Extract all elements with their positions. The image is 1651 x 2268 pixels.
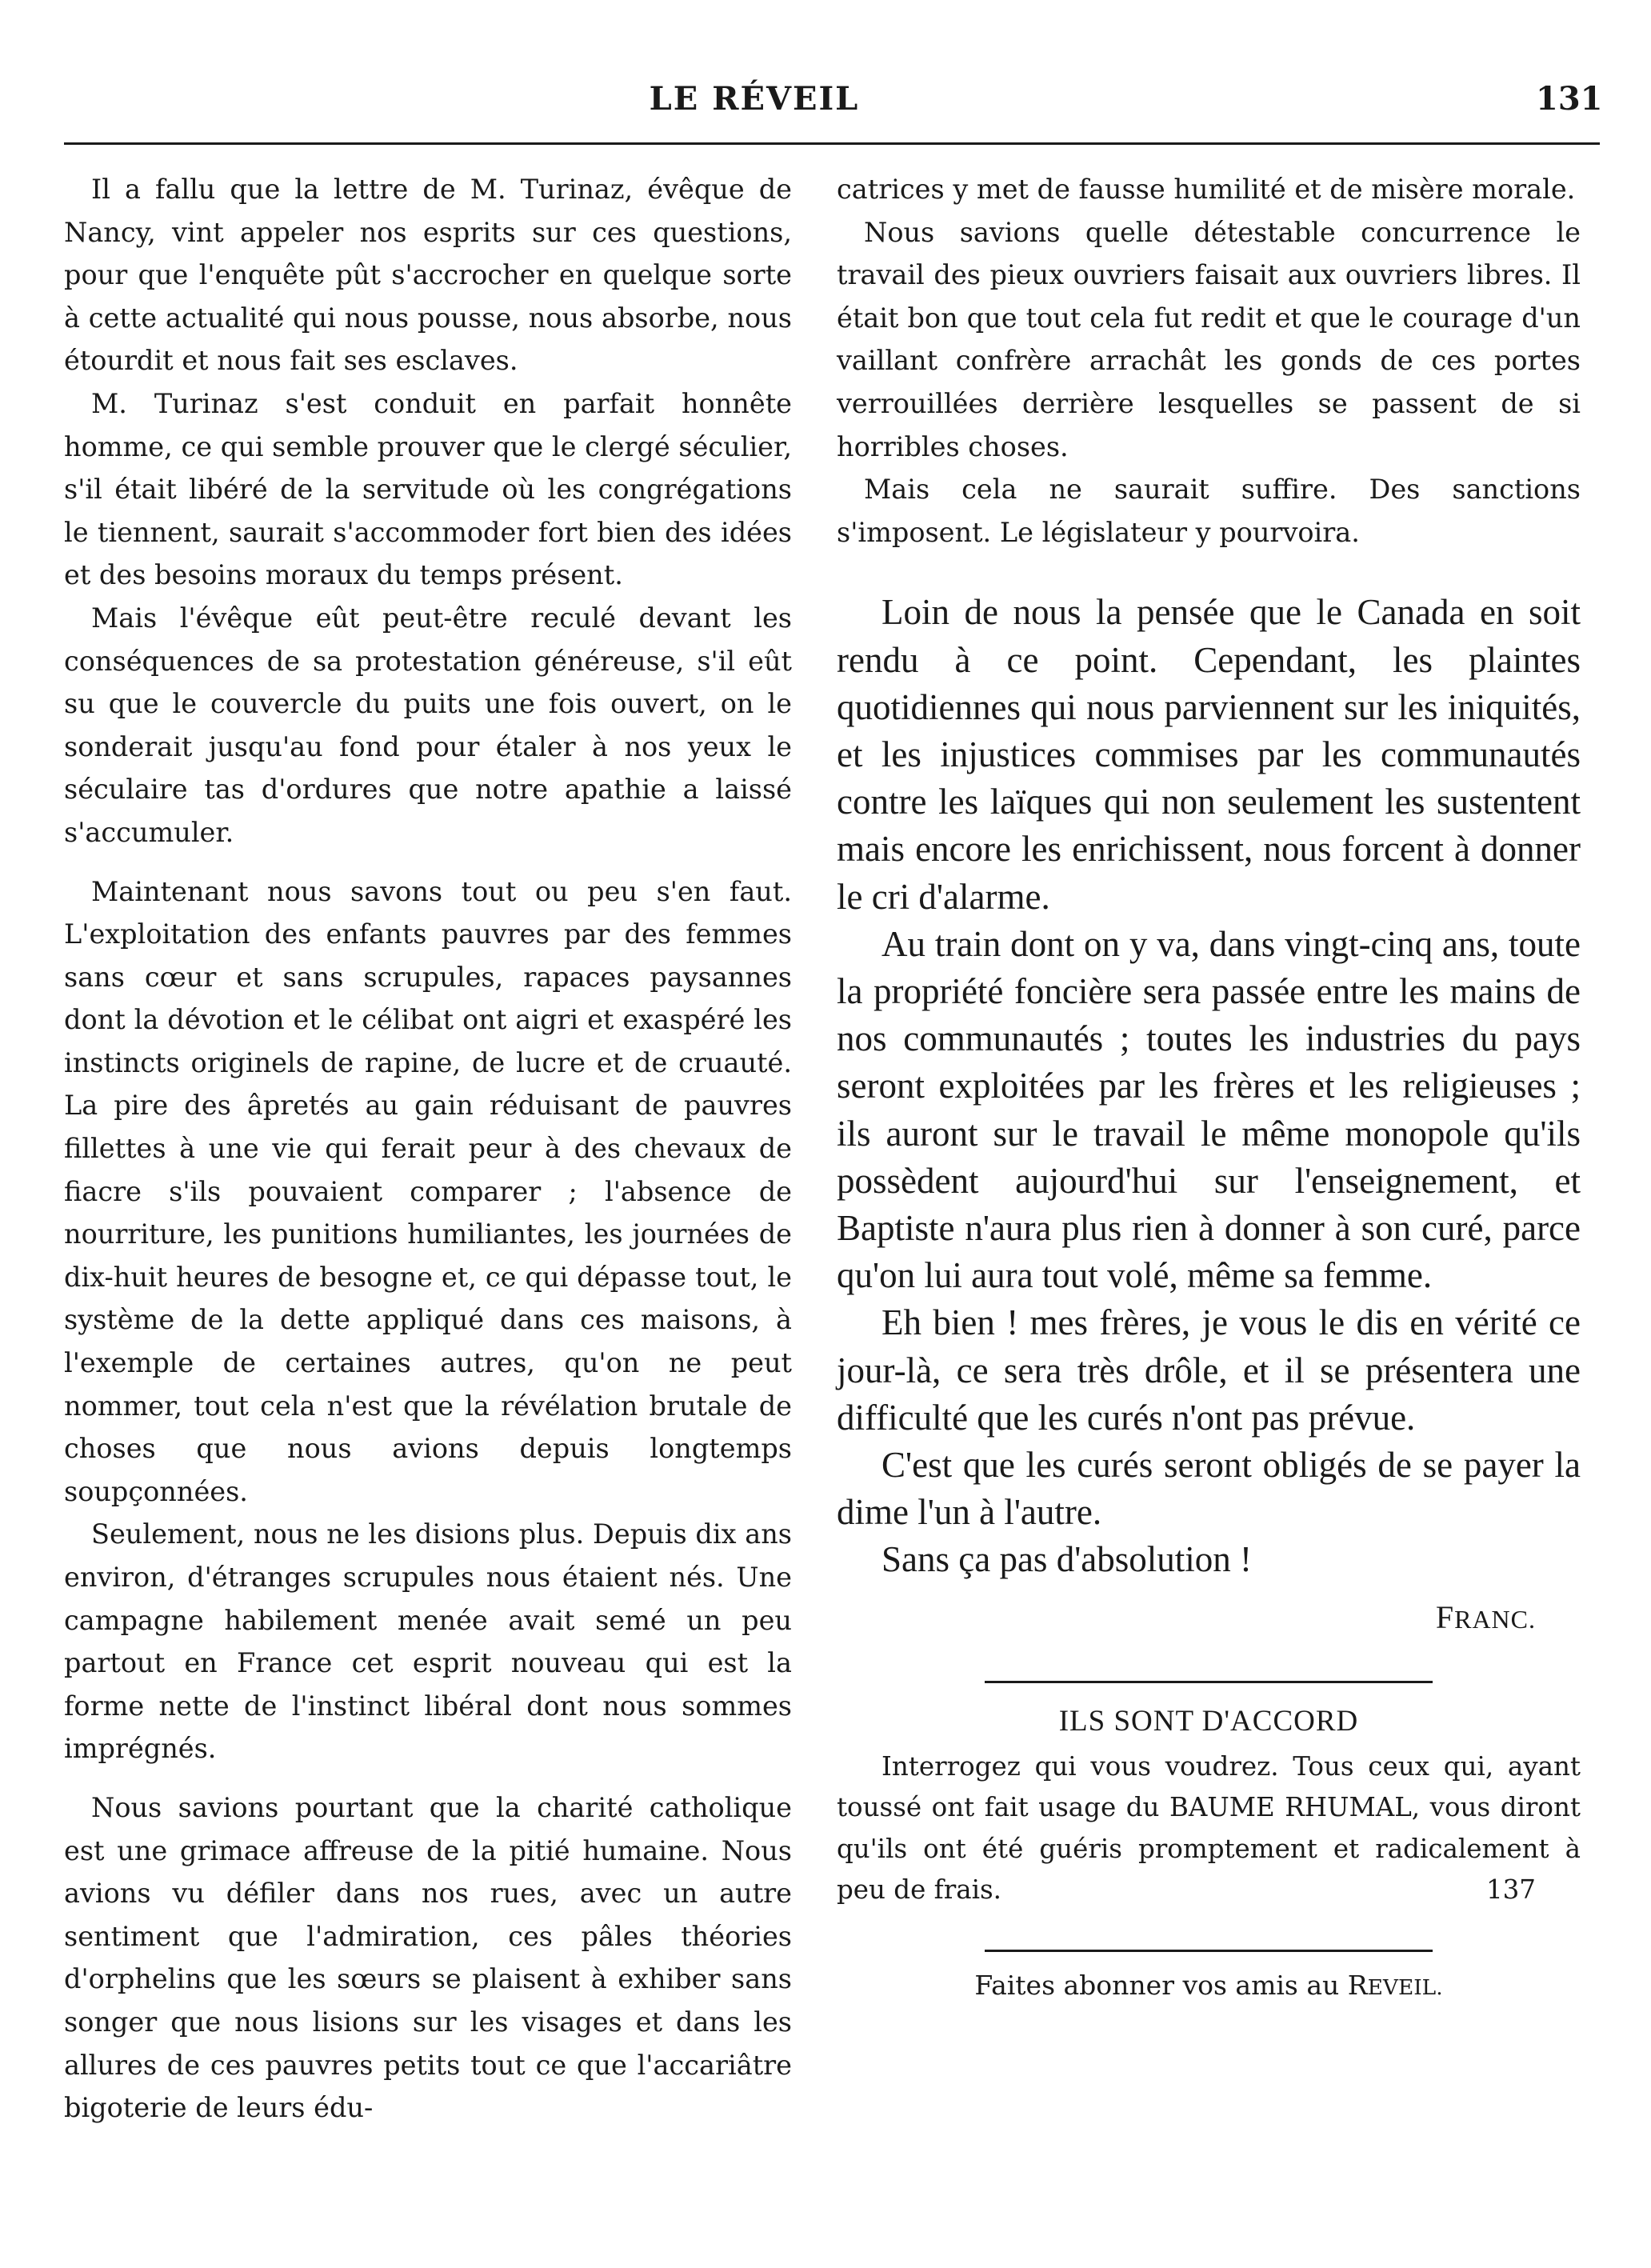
left-paragraph-3: Mais l'évêque eût peut-être reculé devant les conséquences de sa protestation généreuse, s'il eût su que le couvercle du puits une fois ouvert, on le sonderait jusqu'au fond pour étaler à nos yeux le séculaire tas d'ordures que notre apathie a laissé s'accumuler.	[64, 602, 792, 848]
left-paragraph-1: Il a fallu que la lettre de M. Turinaz, évêque de Nancy, vint appeler nos esprits sur ces questions, pour que l'enquête pût s'accrocher en quelque sorte à cette actualité qui nous pousse, nous absorbe, nous étourdit et nous fait ses esclaves.	[64, 174, 792, 377]
left-paragraph-2: M. Turinaz s'est conduit en parfait honnête homme, ce qui semble prouver que le clergé séculier, s'il était libéré de la servitude où les congrégations le tiennent, saurait s'accommoder fort bien des idées et des besoins moraux du temps présent.	[64, 387, 792, 591]
spacer	[837, 554, 1581, 589]
right-continued-paragraph-2: Nous savions quelle détestable concurrence le travail des pieux ouvriers faisait aux ouvriers libres. Il était bon que tout cela fut redit et que le courage d'un vaillant confrère arrachât les gonds de ces portes verrouillées derrière lesquelles se passent de si horribles choses.	[837, 216, 1581, 462]
advertisement-text: Interrogez qui vous voudrez. Tous ceux qui, ayant toussé ont fait usage du BAUME RHUMAL, vous diront qu'ils ont été guéris promptement et radicalement à peu de frais.	[837, 1750, 1581, 1906]
right-column	[837, 168, 1581, 2001]
author-signature	[837, 1598, 1581, 1636]
left-paragraph-4: Maintenant nous savons tout ou peu s'en faut. L'exploitation des enfants pauvres par des femmes sans cœur et sans scrupules, rapaces paysannes dont la dévotion et le célibat ont aigri et exaspéré les instincts originels de rapine, de lucre et de cruauté. La pire des âpretés au gain réduisant de pauvres fillettes à une vie qui ferait peur à des chevaux de fiacre s'ils pouvaient comparer ; l'absence de nourriture, les punitions humiliantes, les journées de dix-huit heures de besogne et, ce qui dépasse tout, le système de la dette appliqué dans ces maisons, à l'exemple de certaines autres, qu'on ne peut nommer, tout cela n'est que la révélation brutale de choses que nous avions depuis longtemps soupçonnées.	[64, 875, 792, 1507]
journal-initial: R	[1347, 1969, 1368, 2001]
large-paragraph-1: Loin de nous la pensée que le Canada en soit rendu à ce point. Cependant, les plaintes quotidiennes qui nous parviennent sur les iniquités, et les injustices commises par les communautés contre les laïques qui non seulement les sustentent mais encore les enrichissent, nous forcent à donner le cri d'alarme.	[837, 592, 1581, 917]
subscription-text: Faites abonner vos amis au	[974, 1969, 1340, 2001]
journal-rest: EVEIL.	[1367, 1974, 1443, 2000]
signature-initial: F	[1435, 1598, 1455, 1635]
subscription-notice	[837, 1970, 1581, 2001]
large-paragraph-5: Sans ça pas d'absolution !	[881, 1539, 1253, 1580]
left-paragraph-5: Seulement, nous ne les disions plus. Depuis dix ans environ, d'étranges scrupules nous étaient nés. Une campagne habilement menée avait semé un peu partout en France cet esprit nouveau qui est la forme nette de l'instinct libéral dont nous sommes imprégnés.	[64, 1518, 792, 1765]
running-title: LE RÉVEIL	[649, 80, 860, 118]
header-rule	[64, 142, 1600, 145]
signature-rest: RANC.	[1454, 1604, 1536, 1634]
left-column	[64, 168, 792, 2130]
section-divider-2	[985, 1950, 1433, 1952]
large-paragraph-3: Eh bien ! mes frères, je vous le dis en vérité ce jour-là, ce sera très drôle, et il se présentera une difficulté que les curés n'ont pas prévue.	[837, 1302, 1581, 1438]
advertisement-code: 137	[1485, 1874, 1536, 1906]
left-paragraph-6: Nous savions pourtant que la charité catholique est une grimace affreuse de la pitié humaine. Nous avions vu défiler dans nos rues, avec un autre sentiment que l'admiration, ces pâles théories d'orphelins que les sœurs se plaisent à exhiber sans songer que nous lisions sur les visages et dans les allures de ces pauvres petits tout ce que l'accariâtre bigoterie de leurs édu-	[64, 1791, 792, 2124]
right-continued-paragraph-1: catrices y met de fausse humilité et de misère morale.	[837, 174, 1576, 205]
page-number: 131	[1536, 80, 1603, 118]
section-divider	[985, 1681, 1433, 1683]
advertisement-body	[837, 1746, 1581, 1911]
advertisement-title: ILS SONT D'ACCORD	[1058, 1704, 1359, 1738]
large-paragraph-4: C'est que les curés seront obligés de se payer la dime l'un à l'autre.	[837, 1445, 1581, 1533]
large-paragraph-2: Au train dont on y va, dans vingt-cinq ans, toute la propriété foncière sera passée entre les mains de nos communautés ; toutes les industries du pays seront exploitées par les frères et les religieuses ; ils auront sur le travail le même monopole qu'ils possèdent aujourd'hui sur l'enseignement, et Baptiste n'aura plus rien à donner à son curé, parce qu'on lui aura tout volé, même sa femme.	[837, 923, 1581, 1296]
right-continued-paragraph-3: Mais cela ne saurait suffire. Des sanctions s'imposent. Le législateur y pourvoira.	[837, 474, 1581, 548]
